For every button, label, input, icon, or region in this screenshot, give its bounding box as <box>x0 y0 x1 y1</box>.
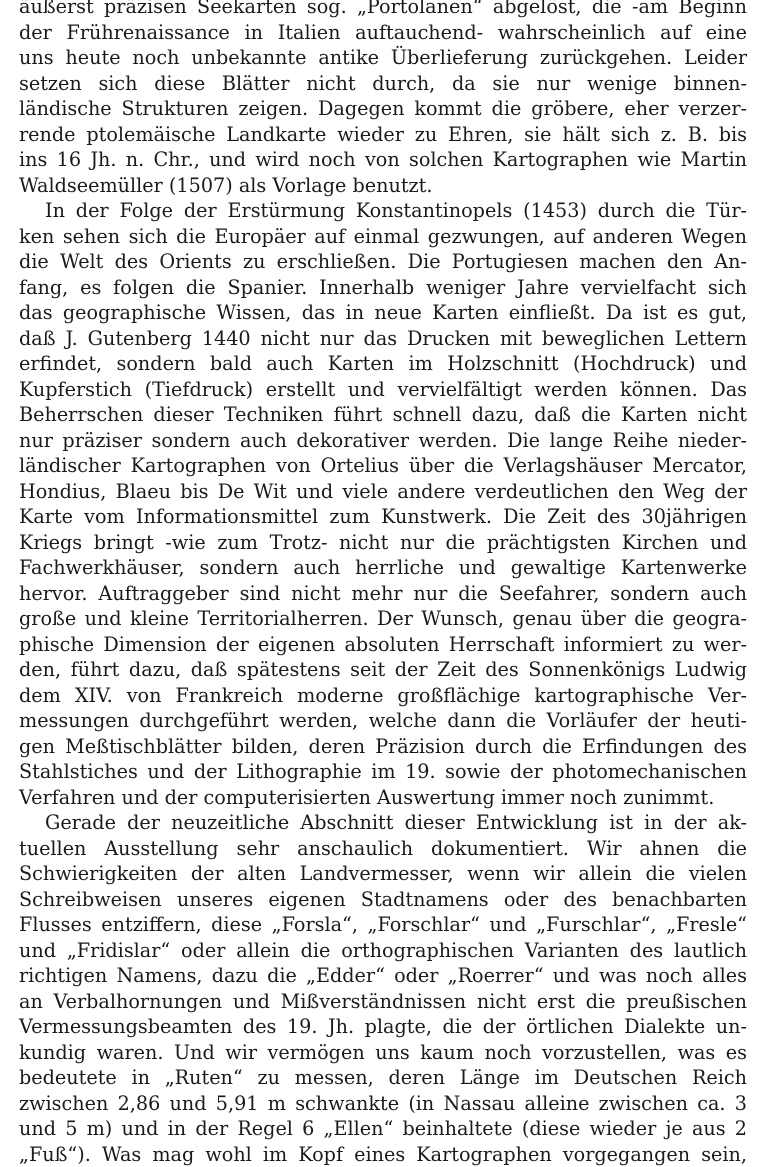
text-line: fang, es folgen die Spanier. Innerhalb weniger Jahre vervielfacht sich <box>19 275 747 301</box>
text-line: Flusses entziffern, diese „Forsla“, „Forschlar“ und „Furschlar“, „Fresle“ <box>19 912 747 938</box>
text-line: „Fuß“). Was mag wohl im Kopf eines Kartographen vorgegangen sein, <box>19 1142 747 1167</box>
text-line: große und kleine Territorialherren. Der Wunsch, genau über die geogra- <box>19 606 747 632</box>
paragraph-exhibition <box>19 810 747 1167</box>
text-line: uns heute noch unbekannte antike Überlieferung zurückgehen. Leider <box>19 45 747 71</box>
text-line: rende ptolemäische Landkarte wieder zu Ehren, sie hält sich z. B. bis <box>19 122 747 148</box>
text-line: gen Meßtischblätter bilden, deren Präzision durch die Erfindungen des <box>19 734 747 760</box>
text-line: Verfahren und der computerisierten Auswertung immer noch zunimmt. <box>19 785 747 811</box>
text-line: Waldseemüller (1507) als Vorlage benutzt. <box>19 173 747 199</box>
text-line: kundig waren. Und wir vermögen uns kaum noch vorzustellen, was es <box>19 1040 747 1066</box>
text-line: In der Folge der Erstürmung Konstantinopels (1453) durch die Tür- <box>19 198 747 224</box>
text-line: den, führt dazu, daß spätestens seit der Zeit des Sonnenkönigs Ludwig <box>19 657 747 683</box>
text-line: Schreibweisen unseres eigenen Stadtnamens oder des benachbarten <box>19 887 747 913</box>
text-line: der Frührenaissance in Italien auftauchend- wahrscheinlich auf eine <box>19 20 747 46</box>
text-line: ins 16 Jh. n. Chr., und wird noch von solchen Kartographen wie Martin <box>19 147 747 173</box>
text-line: ländischer Kartographen von Ortelius über die Verlagshäuser Mercator, <box>19 453 747 479</box>
text-line: Vermessungsbeamten des 19. Jh. plagte, die der örtlichen Dialekte un- <box>19 1014 747 1040</box>
text-line: Kupferstich (Tiefdruck) erstellt und vervielfältigt werden können. Das <box>19 377 747 403</box>
text-line: ken sehen sich die Europäer auf einmal gezwungen, auf anderen Wegen <box>19 224 747 250</box>
text-line: setzen sich diese Blätter nicht durch, da sie nur wenige binnen- <box>19 71 747 97</box>
text-line: richtigen Namens, dazu die „Edder“ oder „Roerrer“ und was noch alles <box>19 963 747 989</box>
text-line: Schwierigkeiten der alten Landvermesser, wenn wir allein die vielen <box>19 861 747 887</box>
document-page <box>19 0 747 1167</box>
text-line: hervor. Auftraggeber sind nicht mehr nur die Seefahrer, sondern auch <box>19 581 747 607</box>
text-line: Stahlstiches und der Lithographie im 19. sowie der photomechanischen <box>19 759 747 785</box>
paragraph-constantinople <box>19 198 747 810</box>
text-line: Karte vom Informationsmittel zum Kunstwerk. Die Zeit des 30jährigen <box>19 504 747 530</box>
text-line: phische Dimension der eigenen absoluten Herrschaft informiert zu wer- <box>19 632 747 658</box>
text-line: an Verbalhornungen und Mißverständnissen nicht erst die preußischen <box>19 989 747 1015</box>
text-line: bedeutete in „Ruten“ zu messen, deren Länge im Deutschen Reich <box>19 1065 747 1091</box>
text-line: nur präziser sondern auch dekorativer werden. Die lange Reihe nieder- <box>19 428 747 454</box>
text-line: Fachwerkhäuser, sondern auch herrliche und gewaltige Kartenwerke <box>19 555 747 581</box>
text-line: ländische Strukturen zeigen. Dagegen kommt die gröbere, eher verzer- <box>19 96 747 122</box>
paragraph-portolan <box>19 0 747 198</box>
text-line: messungen durchgeführt werden, welche dann die Vorläufer der heuti- <box>19 708 747 734</box>
text-line: die Welt des Orients zu erschließen. Die Portugiesen machen den An- <box>19 249 747 275</box>
text-line: zwischen 2,86 und 5,91 m schwankte (in Nassau alleine zwischen ca. 3 <box>19 1091 747 1117</box>
text-line: und „Fridislar“ oder allein die orthographischen Varianten des lautlich <box>19 938 747 964</box>
text-line: Hondius, Blaeu bis De Wit und viele andere verdeutlichen den Weg der <box>19 479 747 505</box>
text-line: das geographische Wissen, das in neue Karten einfließt. Da ist es gut, <box>19 300 747 326</box>
text-line: daß J. Gutenberg 1440 nicht nur das Drucken mit beweglichen Lettern <box>19 326 747 352</box>
text-line: äußerst präzisen Seekarten sog. „Portolanen“ abgelöst, die -am Beginn <box>19 0 747 20</box>
text-line: Beherrschen dieser Techniken führt schnell dazu, daß die Karten nicht <box>19 402 747 428</box>
text-line: tuellen Ausstellung sehr anschaulich dokumentiert. Wir ahnen die <box>19 836 747 862</box>
text-line: erfindet, sondern bald auch Karten im Holzschnitt (Hochdruck) und <box>19 351 747 377</box>
text-line: und 5 m) und in der Regel 6 „Ellen“ beinhaltete (diese wieder je aus 2 <box>19 1116 747 1142</box>
text-line: Gerade der neuzeitliche Abschnitt dieser Entwicklung ist in der ak- <box>19 810 747 836</box>
text-line: dem XIV. von Frankreich moderne großflächige kartographische Ver- <box>19 683 747 709</box>
text-line: Kriegs bringt -wie zum Trotz- nicht nur die prächtigsten Kirchen und <box>19 530 747 556</box>
